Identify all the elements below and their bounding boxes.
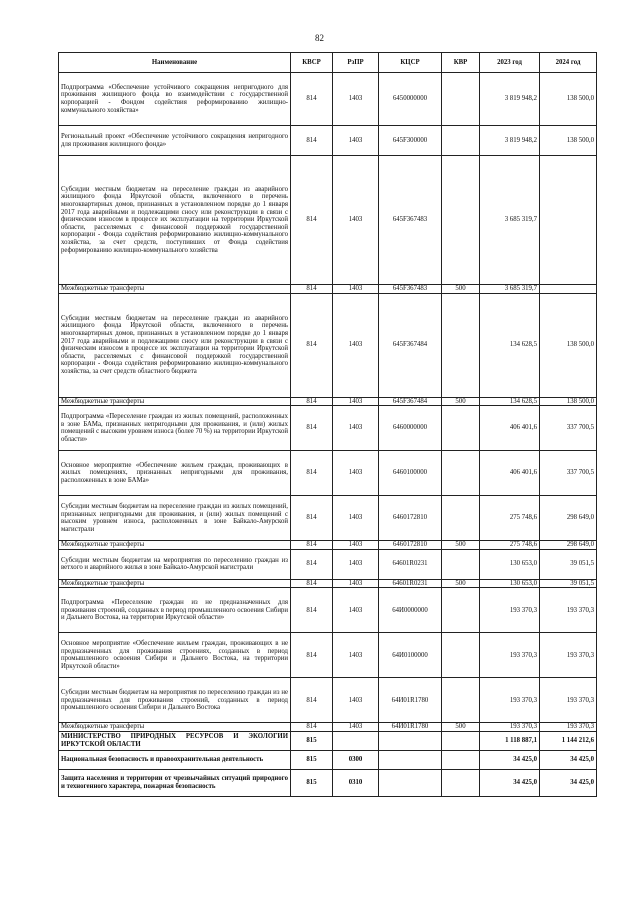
header-year-2024: 2024 год <box>540 53 597 73</box>
cell-y2024 <box>540 285 597 294</box>
cell-y2024: 337 700,5 <box>540 406 597 451</box>
cell-y2023: 406 401,6 <box>480 451 540 496</box>
cell-y2023: 193 370,3 <box>480 588 540 633</box>
cell-kvsr: 814 <box>291 293 333 397</box>
table-row <box>59 750 597 769</box>
table-row <box>59 126 597 156</box>
table-body <box>59 73 597 797</box>
cell-rzpr: 1403 <box>333 126 379 156</box>
cell-y2024: 193 370,3 <box>540 588 597 633</box>
cell-y2024: 138 500,0 <box>540 397 597 406</box>
budget-table <box>58 52 597 797</box>
cell-kcsr: 6460100000 <box>379 451 442 496</box>
table-row <box>59 731 597 750</box>
cell-rzpr: 1403 <box>333 406 379 451</box>
cell-kvsr: 814 <box>291 285 333 294</box>
table-row <box>59 397 597 406</box>
cell-kvr <box>442 126 480 156</box>
cell-name: Субсидии местным бюджетам на мероприятия по переселению граждан из ветхого и аварийного жилья в зоне Байкало-Амурской магистрали <box>59 549 291 579</box>
table-row <box>59 678 597 723</box>
cell-kvsr: 815 <box>291 750 333 769</box>
cell-rzpr: 1403 <box>333 579 379 588</box>
cell-kvr <box>442 496 480 541</box>
table-row <box>59 406 597 451</box>
cell-y2023: 130 653,0 <box>480 579 540 588</box>
cell-rzpr: 1403 <box>333 633 379 678</box>
header-name: Наименование <box>59 53 291 73</box>
cell-y2023: 193 370,3 <box>480 633 540 678</box>
cell-kvsr: 814 <box>291 126 333 156</box>
cell-y2023: 34 425,0 <box>480 769 540 796</box>
cell-rzpr: 0300 <box>333 750 379 769</box>
cell-name: Межбюджетные трансферты <box>59 579 291 588</box>
cell-rzpr: 1403 <box>333 397 379 406</box>
cell-y2024: 298 649,0 <box>540 496 597 541</box>
cell-kvr: 500 <box>442 397 480 406</box>
cell-rzpr: 1403 <box>333 293 379 397</box>
table-row <box>59 588 597 633</box>
cell-kvr <box>442 678 480 723</box>
table-row <box>59 451 597 496</box>
table-row <box>59 579 597 588</box>
cell-name: Подпрограмма «Обеспечение устойчивого сокращения непригодного для проживания жилищного фонда во взаимодействии с государственной корпорацией - Фондом содействия реформированию жилищно-коммунального хозяйства» <box>59 73 291 126</box>
cell-y2023: 130 653,0 <box>480 549 540 579</box>
table-row <box>59 496 597 541</box>
cell-name: Региональный проект «Обеспечение устойчивого сокращения непригодного для проживания жилищного фонда» <box>59 126 291 156</box>
cell-y2024: 138 500,0 <box>540 73 597 126</box>
cell-y2024: 138 500,0 <box>540 293 597 397</box>
cell-name: Межбюджетные трансферты <box>59 723 291 732</box>
cell-kcsr <box>379 731 442 750</box>
cell-y2023: 193 370,3 <box>480 723 540 732</box>
cell-kvr <box>442 633 480 678</box>
cell-kvr: 500 <box>442 285 480 294</box>
cell-kvsr: 814 <box>291 633 333 678</box>
table-row <box>59 285 597 294</box>
cell-rzpr: 1403 <box>333 451 379 496</box>
cell-y2023: 3 685 319,7 <box>480 156 540 285</box>
header-kvsr: КВСР <box>291 53 333 73</box>
table-header-row <box>59 53 597 73</box>
cell-kcsr: 6460172810 <box>379 541 442 550</box>
page-number: 82 <box>315 33 324 43</box>
cell-y2024: 193 370,3 <box>540 633 597 678</box>
cell-y2024: 34 425,0 <box>540 750 597 769</box>
table-row <box>59 541 597 550</box>
cell-rzpr: 1403 <box>333 678 379 723</box>
cell-kvsr: 814 <box>291 496 333 541</box>
cell-y2023: 275 748,6 <box>480 541 540 550</box>
cell-kvsr: 814 <box>291 156 333 285</box>
cell-name: МИНИСТЕРСТВО ПРИРОДНЫХ РЕСУРСОВ И ЭКОЛОГИИ ИРКУТСКОЙ ОБЛАСТИ <box>59 731 291 750</box>
cell-kcsr: 6460172810 <box>379 496 442 541</box>
cell-name: Межбюджетные трансферты <box>59 541 291 550</box>
cell-kvsr: 815 <box>291 731 333 750</box>
cell-kcsr <box>379 750 442 769</box>
cell-y2024: 337 700,5 <box>540 451 597 496</box>
cell-kcsr: 645F367484 <box>379 293 442 397</box>
cell-rzpr: 0310 <box>333 769 379 796</box>
cell-kvr <box>442 588 480 633</box>
header-rzpr: РзПР <box>333 53 379 73</box>
header-year-2023: 2023 год <box>480 53 540 73</box>
cell-rzpr <box>333 731 379 750</box>
cell-kvsr: 815 <box>291 769 333 796</box>
cell-kcsr: 645F367484 <box>379 397 442 406</box>
cell-name: Подпрограмма «Переселение граждан из не предназначенных для проживания строений, созданных в период промышленного освоения Сибири и Дальнего Востока, на территории Иркутской области» <box>59 588 291 633</box>
header-kcsr: КЦСР <box>379 53 442 73</box>
cell-y2024: 193 370,3 <box>540 678 597 723</box>
table-row <box>59 769 597 796</box>
cell-y2024: 34 425,0 <box>540 769 597 796</box>
table-row <box>59 293 597 397</box>
cell-y2023: 3 819 948,2 <box>480 126 540 156</box>
cell-kvr <box>442 750 480 769</box>
cell-kcsr <box>379 769 442 796</box>
cell-kvsr: 814 <box>291 723 333 732</box>
cell-y2023: 193 370,3 <box>480 678 540 723</box>
cell-rzpr: 1403 <box>333 588 379 633</box>
cell-name: Основное мероприятие «Обеспечение жильем граждан, проживающих в не предназначенных для проживания строениях, созданных в период промышленного освоения Сибири и Дальнего Востока, на территории Иркутской области» <box>59 633 291 678</box>
cell-y2024: 298 649,0 <box>540 541 597 550</box>
cell-name: Субсидии местным бюджетам на переселение граждан из аварийного жилищного фонда Иркутской области, включенного в перечень многоквартирных домов, признанных в установленном порядке до 1 января 2017 года аварийными и подлежащими сносу или реконструкции в связи с физическим износом в процессе их эксплуатации на территории Иркутской области, расселяемых с финансовой поддержкой государственной корпорации - Фонда содействия реформированию жилищно-коммунального хозяйства, за счет средств, поступивших от Фонда содействия реформированию жилищно-коммунального хозяйства <box>59 156 291 285</box>
cell-y2024: 1 144 212,6 <box>540 731 597 750</box>
table-row <box>59 73 597 126</box>
cell-name: Основное мероприятие «Обеспечение жильем граждан, проживающих в жилых помещениях, признанных непригодными для проживания, расположенных в зоне БАМа» <box>59 451 291 496</box>
cell-kvr <box>442 451 480 496</box>
cell-kvsr: 814 <box>291 451 333 496</box>
cell-rzpr: 1403 <box>333 541 379 550</box>
cell-kcsr: 64И0000000 <box>379 588 442 633</box>
cell-y2023: 134 628,5 <box>480 293 540 397</box>
cell-kcsr: 64И01R1780 <box>379 723 442 732</box>
cell-kvsr: 814 <box>291 588 333 633</box>
cell-name: Субсидии местным бюджетам на переселение граждан из аварийного жилищного фонда Иркутской области, включенного в перечень многоквартирных домов, признанных в установленном порядке до 1 января 2017 года аварийными и подлежащими сносу или реконструкции в связи с физическим износом в процессе их эксплуатации на территории Иркутской области, расселяемых с финансовой поддержкой государственной корпорации - Фонда содействия реформированию жилищно-коммунального хозяйства, за счет средств областного бюджета <box>59 293 291 397</box>
cell-y2024 <box>540 156 597 285</box>
cell-y2024: 39 051,5 <box>540 579 597 588</box>
cell-kcsr: 64601R0231 <box>379 549 442 579</box>
table-row <box>59 723 597 732</box>
cell-kvsr: 814 <box>291 541 333 550</box>
cell-kvr <box>442 731 480 750</box>
cell-kcsr: 645F300000 <box>379 126 442 156</box>
cell-kcsr: 64601R0231 <box>379 579 442 588</box>
cell-name: Субсидии местным бюджетам на переселение граждан из жилых помещений, признанных непригодными для проживания, и (или) жилых помещений с высоким уровнем износа, расположенных в зоне Байкало-Амурской магистрали <box>59 496 291 541</box>
cell-kcsr: 6460000000 <box>379 406 442 451</box>
cell-kvr <box>442 73 480 126</box>
cell-y2023: 1 118 887,1 <box>480 731 540 750</box>
cell-y2023: 275 748,6 <box>480 496 540 541</box>
cell-y2023: 3 819 948,2 <box>480 73 540 126</box>
cell-kvsr: 814 <box>291 678 333 723</box>
cell-rzpr: 1403 <box>333 549 379 579</box>
cell-kcsr: 64И0100000 <box>379 633 442 678</box>
cell-rzpr: 1403 <box>333 723 379 732</box>
cell-name: Межбюджетные трансферты <box>59 285 291 294</box>
table-row <box>59 633 597 678</box>
cell-rzpr: 1403 <box>333 156 379 285</box>
cell-kcsr: 6450000000 <box>379 73 442 126</box>
cell-kcsr: 645F367483 <box>379 156 442 285</box>
cell-y2023: 34 425,0 <box>480 750 540 769</box>
cell-y2024: 138 500,0 <box>540 126 597 156</box>
table-row <box>59 156 597 285</box>
cell-kvsr: 814 <box>291 73 333 126</box>
cell-kvsr: 814 <box>291 397 333 406</box>
cell-kvr: 500 <box>442 579 480 588</box>
cell-name: Национальная безопасность и правоохранительная деятельность <box>59 750 291 769</box>
cell-name: Защита населения и территории от чрезвычайных ситуаций природного и техногенного характера, пожарная безопасность <box>59 769 291 796</box>
cell-kvsr: 814 <box>291 406 333 451</box>
cell-kvr: 500 <box>442 723 480 732</box>
cell-kvsr: 814 <box>291 549 333 579</box>
cell-rzpr: 1403 <box>333 73 379 126</box>
cell-kcsr: 645F367483 <box>379 285 442 294</box>
cell-name: Подпрограмма «Переселение граждан из жилых помещений, расположенных в зоне БАМа, признанных непригодными для проживания, и (или) жилых помещений с высоким уровнем износа (более 70 %) на территории Иркутской области» <box>59 406 291 451</box>
cell-y2024: 193 370,3 <box>540 723 597 732</box>
cell-kvsr: 814 <box>291 579 333 588</box>
cell-kvr: 500 <box>442 541 480 550</box>
cell-rzpr: 1403 <box>333 496 379 541</box>
cell-name: Субсидии местным бюджетам на мероприятия по переселению граждан из не предназначенных для проживания строений, созданных в период промышленного освоения Сибири и Дальнего Востока <box>59 678 291 723</box>
cell-y2023: 134 628,5 <box>480 397 540 406</box>
header-kvr: КВР <box>442 53 480 73</box>
cell-kvr <box>442 293 480 397</box>
cell-y2024: 39 051,5 <box>540 549 597 579</box>
cell-kvr <box>442 549 480 579</box>
cell-name: Межбюджетные трансферты <box>59 397 291 406</box>
cell-rzpr: 1403 <box>333 285 379 294</box>
cell-y2023: 406 401,6 <box>480 406 540 451</box>
cell-kvr <box>442 769 480 796</box>
cell-y2023: 3 685 319,7 <box>480 285 540 294</box>
cell-kvr <box>442 406 480 451</box>
table-row <box>59 549 597 579</box>
cell-kcsr: 64И01R1780 <box>379 678 442 723</box>
cell-kvr <box>442 156 480 285</box>
